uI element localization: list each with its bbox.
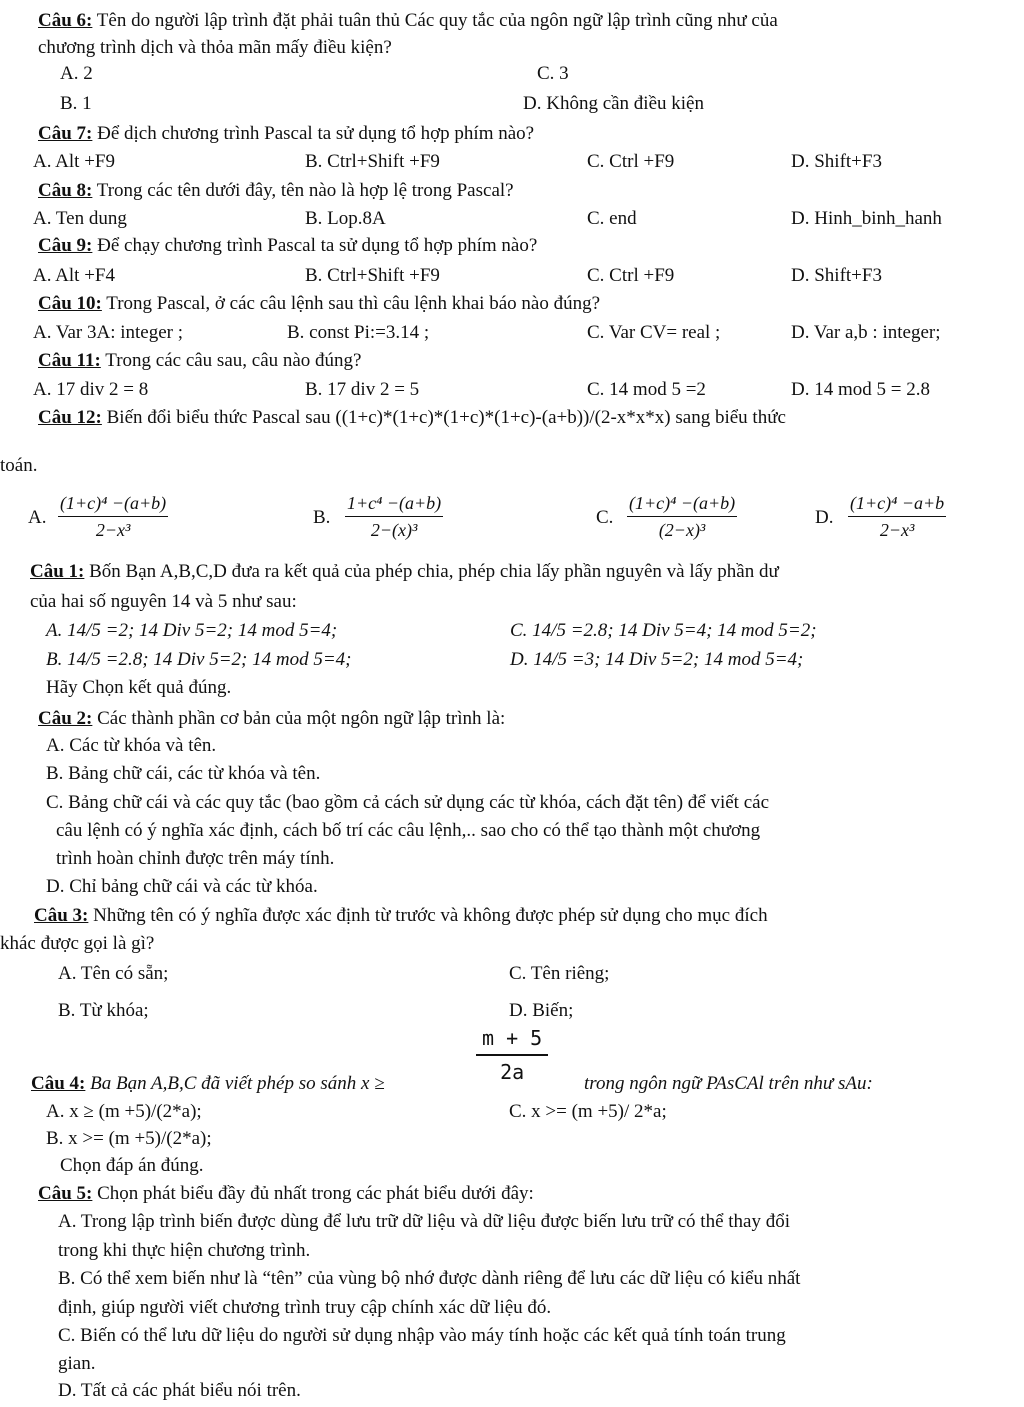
q5-option-a-line1: A. Trong lập trình biến được dùng để lưu trữ dữ liệu và dữ liệu được biến lưu trữ có thể thay đổi	[58, 1211, 791, 1232]
q5-line	[38, 1183, 534, 1205]
q4-text-after: trong ngôn ngữ PAsCAl trên như sAu:	[584, 1073, 873, 1094]
q10-option-c: C. Var CV= real ;	[587, 322, 721, 343]
q10-option-b: B. const Pi:=3.14 ;	[287, 322, 430, 343]
q11-option-c: C. 14 mod 5 =2	[587, 379, 706, 400]
q5-option-b-line2: định, giúp người viết chương trình truy cập chính xác dữ liệu đó.	[58, 1297, 552, 1318]
q2-option-c-line1: C. Bảng chữ cái và các quy tắc (bao gồm cả cách sử dụng các từ khóa, cách đặt tên) để viết các	[46, 792, 770, 813]
q4-line	[31, 1073, 385, 1095]
q1-option-c: C. 14/5 =2.8; 14 Div 5=4; 14 mod 5=2;	[510, 620, 817, 641]
q1-label: Câu 1:	[30, 561, 85, 582]
q4-label: Câu 4:	[31, 1073, 86, 1094]
q9-label: Câu 9:	[38, 235, 93, 256]
q12-option-c-numerator: (1+c)⁴ −(a+b)	[627, 492, 737, 517]
q7-option-c: C. Ctrl +F9	[587, 151, 675, 172]
q2-option-c-line2: câu lệnh có ý nghĩa xác định, cách bố trí các câu lệnh,.. sao cho có thể tạo thành một chương	[56, 820, 761, 841]
q10-text: Trong Pascal, ở các câu lệnh sau thì câu lệnh khai báo nào đúng?	[106, 293, 600, 314]
q2-option-a: A. Các từ khóa và tên.	[46, 735, 217, 756]
q12-option-b-denominator: 2−(x)³	[370, 520, 418, 540]
q12-option-c-denominator: (2−x)³	[658, 520, 706, 540]
q9-option-d: D. Shift+F3	[791, 265, 882, 286]
q6-text-cont: chương trình dịch và thỏa mãn mấy điều kiện?	[38, 37, 392, 58]
q4-option-a: A. x ≥ (m +5)/(2*a);	[46, 1101, 202, 1122]
q9-text: Để chạy chương trình Pascal ta sử dụng tổ hợp phím nào?	[97, 235, 538, 256]
q1-text-cont: của hai số nguyên 14 và 5 như sau:	[30, 591, 297, 612]
q4-fraction-denominator: 2a	[500, 1060, 525, 1084]
q8-option-b: B. Lop.8A	[305, 208, 386, 229]
q8-option-d: D. Hinh_binh_hanh	[791, 208, 942, 229]
q5-option-d: D. Tất cả các phát biểu nói trên.	[58, 1380, 301, 1401]
q12-option-a-fraction	[58, 492, 168, 541]
q12-label: Câu 12:	[38, 407, 102, 428]
q5-text: Chọn phát biểu đầy đủ nhất trong các phát biểu dưới đây:	[97, 1183, 534, 1204]
q2-label: Câu 2:	[38, 708, 93, 729]
q4-fraction	[476, 1026, 548, 1084]
q12-option-b-fraction	[345, 492, 443, 541]
q10-option-d: D. Var a,b : integer;	[791, 322, 941, 343]
q1-option-b: B. 14/5 =2.8; 14 Div 5=2; 14 mod 5=4;	[46, 649, 352, 670]
q11-label: Câu 11:	[38, 350, 101, 371]
q2-option-c-line3: trình hoàn chỉnh được trên máy tính.	[56, 848, 335, 869]
q12-option-a-denominator: 2−x³	[95, 520, 131, 540]
q6-option-a: A. 2	[60, 63, 93, 84]
q6-option-c: C. 3	[537, 63, 569, 84]
q12-option-c-fraction	[627, 492, 737, 541]
q11-text: Trong các câu sau, câu nào đúng?	[105, 350, 362, 371]
q2-option-b: B. Bảng chữ cái, các từ khóa và tên.	[46, 763, 321, 784]
q3-text: Những tên có ý nghĩa được xác định từ trước và không được phép sử dụng cho mục đích	[93, 905, 768, 926]
q11-line	[38, 350, 362, 372]
q5-label: Câu 5:	[38, 1183, 93, 1204]
q8-line	[38, 180, 514, 202]
q7-option-a: A. Alt +F9	[33, 151, 115, 172]
q12-option-d-letter: D.	[815, 507, 834, 528]
q3-line1	[34, 905, 768, 927]
q6-label: Câu 6:	[38, 10, 93, 31]
q10-line	[38, 293, 600, 315]
q4-option-b: B. x >= (m +5)/(2*a);	[46, 1128, 212, 1149]
q3-option-b: B. Từ khóa;	[58, 1000, 149, 1021]
q3-option-d: D. Biến;	[509, 1000, 574, 1021]
q12-option-d-numerator: (1+c)⁴ −a+b	[848, 492, 946, 517]
q3-text-cont: khác được gọi là gì?	[0, 933, 155, 954]
q1-prompt: Hãy Chọn kết quả đúng.	[46, 677, 232, 698]
q8-text: Trong các tên dưới đây, tên nào là hợp lệ trong Pascal?	[96, 180, 514, 201]
q12-option-c-letter: C.	[596, 507, 614, 528]
q5-option-c-line1: C. Biến có thể lưu dữ liệu do người sử dụng nhập vào máy tính hoặc các kết quả tính toán trung	[58, 1325, 786, 1346]
q1-option-d: D. 14/5 =3; 14 Div 5=2; 14 mod 5=4;	[510, 649, 804, 670]
q8-option-c: C. end	[587, 208, 637, 229]
q12-text: Biến đổi biểu thức Pascal sau ((1+c)*(1+c)*(1+c)*(1+c)-(a+b))/(2-x*x*x) sang biểu thức	[106, 407, 786, 428]
q12-line	[38, 407, 786, 429]
q6-line1	[38, 10, 778, 32]
q7-option-d: D. Shift+F3	[791, 151, 882, 172]
q12-option-d-fraction	[848, 492, 946, 541]
q10-label: Câu 10:	[38, 293, 102, 314]
q7-line	[38, 123, 534, 145]
q6-option-b: B. 1	[60, 93, 92, 114]
q9-line	[38, 235, 537, 257]
q2-text: Các thành phần cơ bản của một ngôn ngữ lập trình là:	[97, 708, 506, 729]
q5-option-a-line2: trong khi thực hiện chương trình.	[58, 1240, 311, 1261]
q12-option-b-numerator: 1+c⁴ −(a+b)	[345, 492, 443, 517]
q1-text: Bốn Bạn A,B,C,D đưa ra kết quả của phép chia, phép chia lấy phần nguyên và lấy phần dư	[89, 561, 779, 582]
q9-option-b: B. Ctrl+Shift +F9	[305, 265, 440, 286]
q4-prompt: Chọn đáp án đúng.	[60, 1155, 204, 1176]
q7-option-b: B. Ctrl+Shift +F9	[305, 151, 440, 172]
q4-fraction-numerator: m + 5	[476, 1026, 548, 1056]
q4-option-c: C. x >= (m +5)/ 2*a;	[509, 1101, 667, 1122]
q8-option-a: A. Ten dung	[33, 208, 127, 229]
q6-text: Tên do người lập trình đặt phải tuân thủ Các quy tắc của ngôn ngữ lập trình cũng như của	[96, 10, 778, 31]
q1-line1	[30, 561, 779, 583]
q12-option-a-letter: A.	[28, 507, 47, 528]
q7-text: Để dịch chương trình Pascal ta sử dụng tổ hợp phím nào?	[97, 123, 535, 144]
q2-option-d: D. Chỉ bảng chữ cái và các từ khóa.	[46, 876, 318, 897]
q11-option-b: B. 17 div 2 = 5	[305, 379, 420, 400]
q9-option-a: A. Alt +F4	[33, 265, 115, 286]
q6-option-d: D. Không cần điều kiện	[523, 93, 704, 114]
q4-text-before: Ba Bạn A,B,C đã viết phép so sánh x ≥	[90, 1073, 385, 1094]
q1-option-a: A. 14/5 =2; 14 Div 5=2; 14 mod 5=4;	[46, 620, 338, 641]
q5-option-b-line1: B. Có thể xem biến như là “tên” của vùng bộ nhớ được dành riêng để lưu các dữ liệu có kiểu nhất	[58, 1268, 801, 1289]
q12-option-d-denominator: 2−x³	[879, 520, 915, 540]
q7-label: Câu 7:	[38, 123, 93, 144]
q12-option-b-letter: B.	[313, 507, 331, 528]
q12-text-cont: toán.	[0, 455, 38, 476]
q3-option-c: C. Tên riêng;	[509, 963, 610, 984]
q3-label: Câu 3:	[34, 905, 89, 926]
q8-label: Câu 8:	[38, 180, 93, 201]
q5-option-c-line2: gian.	[58, 1353, 96, 1374]
q2-line	[38, 708, 505, 730]
q12-option-a-numerator: (1+c)⁴ −(a+b)	[58, 492, 168, 517]
q10-option-a: A. Var 3A: integer ;	[33, 322, 184, 343]
q11-option-a: A. 17 div 2 = 8	[33, 379, 149, 400]
q9-option-c: C. Ctrl +F9	[587, 265, 675, 286]
q11-option-d: D. 14 mod 5 = 2.8	[791, 379, 930, 400]
q3-option-a: A. Tên có sẵn;	[58, 963, 169, 984]
